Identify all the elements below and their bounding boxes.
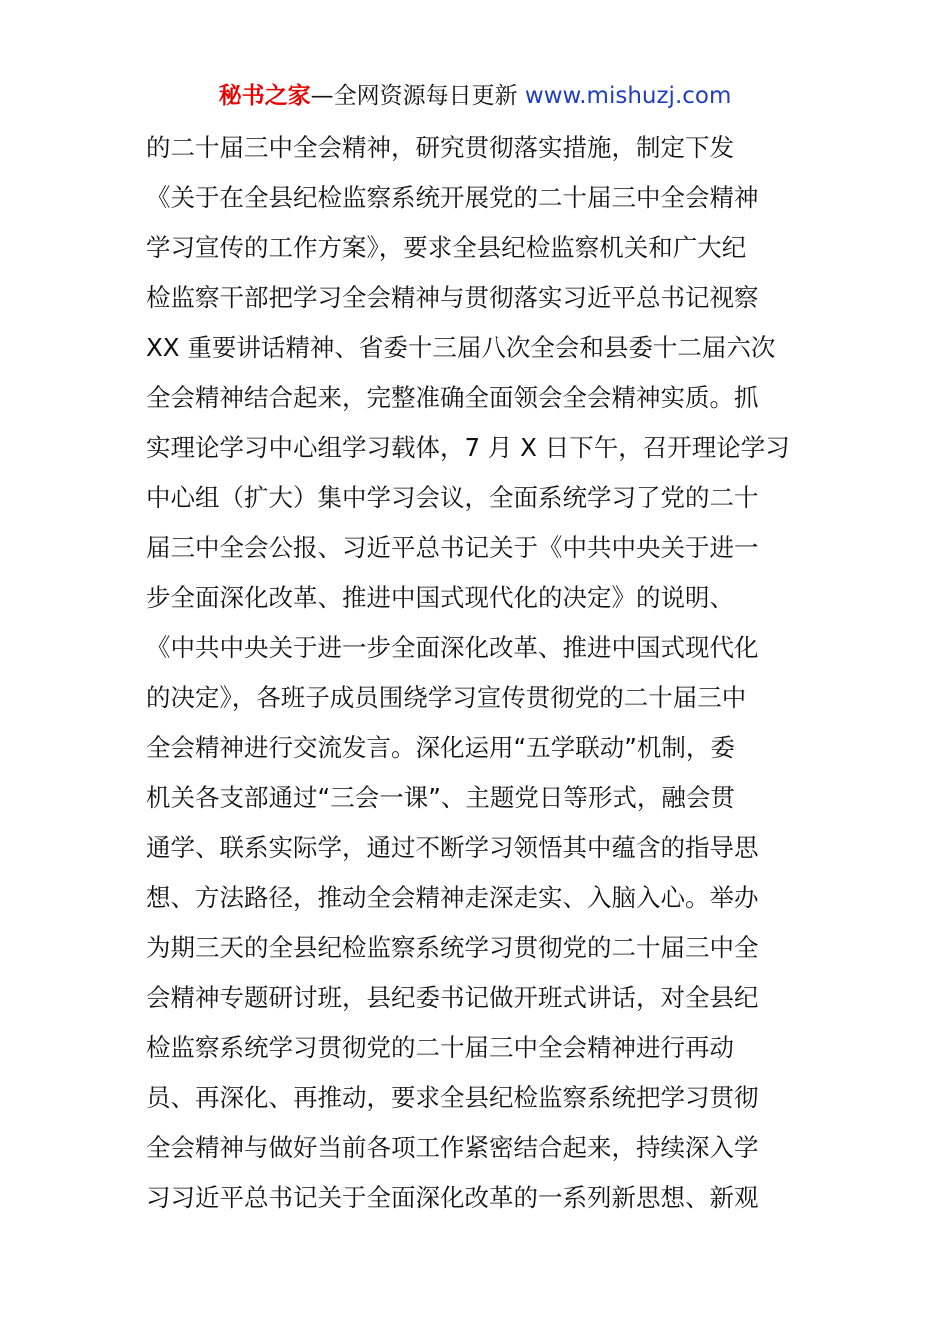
text-line: 的二十届三中全会精神，研究贯彻落实措施，制定下发	[146, 133, 734, 162]
text-line: 届三中全会公报、习近平总书记关于《中共中央关于进一	[146, 533, 759, 562]
text-line: 为期三天的全县纪检监察系统学习贯彻党的二十届三中全	[146, 933, 759, 962]
header-tagline: —全网资源每日更新	[310, 83, 525, 109]
text-line: 学习宣传的工作方案》，要求全县纪检监察机关和广大纪	[146, 233, 747, 262]
text-line: 机关各支部通过“三会一课”、主题党日等形式，融会贯	[146, 783, 735, 812]
text-line: 员、再深化、再推动，要求全县纪检监察系统把学习贯彻	[146, 1083, 759, 1112]
text-line: 习习近平总书记关于全面深化改革的一系列新思想、新观	[146, 1183, 759, 1212]
text-line: 想、方法路径，推动全会精神走深走实、入脑入心。举办	[146, 883, 759, 912]
text-line: 《中共中央关于进一步全面深化改革、推进中国式现代化	[146, 633, 759, 662]
text-line: 全会精神与做好当前各项工作紧密结合起来，持续深入学	[146, 1133, 759, 1162]
text-line: 全会精神进行交流发言。深化运用“五学联动”机制，委	[146, 733, 735, 762]
text-line: 检监察干部把学习全会精神与贯彻落实习近平总书记视察	[146, 283, 759, 312]
site-url-link[interactable]: www.mishuzj.com	[524, 83, 732, 109]
text-line: 通学、联系实际学，通过不断学习领悟其中蕴含的指导思	[146, 833, 759, 862]
text-line: 实理论学习中心组学习载体，7 月 X 日下午，召开理论学习	[146, 433, 790, 462]
page-header	[0, 80, 950, 112]
text-line: XX 重要讲话精神、省委十三届八次全会和县委十二届六次	[146, 333, 776, 362]
body-text	[146, 123, 816, 1223]
brand-name: 秘书之家	[218, 83, 311, 109]
text-line: 中心组（扩大）集中学习会议，全面系统学习了党的二十	[146, 483, 759, 512]
text-line: 《关于在全县纪检监察系统开展党的二十届三中全会精神	[146, 183, 759, 212]
text-line: 全会精神结合起来，完整准确全面领会全会精神实质。抓	[146, 383, 759, 412]
text-line: 步全面深化改革、推进中国式现代化的决定》的说明、	[146, 583, 734, 612]
text-line: 检监察系统学习贯彻党的二十届三中全会精神进行再动	[146, 1033, 734, 1062]
text-line: 会精神专题研讨班，县纪委书记做开班式讲话，对全县纪	[146, 983, 759, 1012]
text-line: 的决定》，各班子成员围绕学习宣传贯彻党的二十届三中	[146, 683, 747, 712]
